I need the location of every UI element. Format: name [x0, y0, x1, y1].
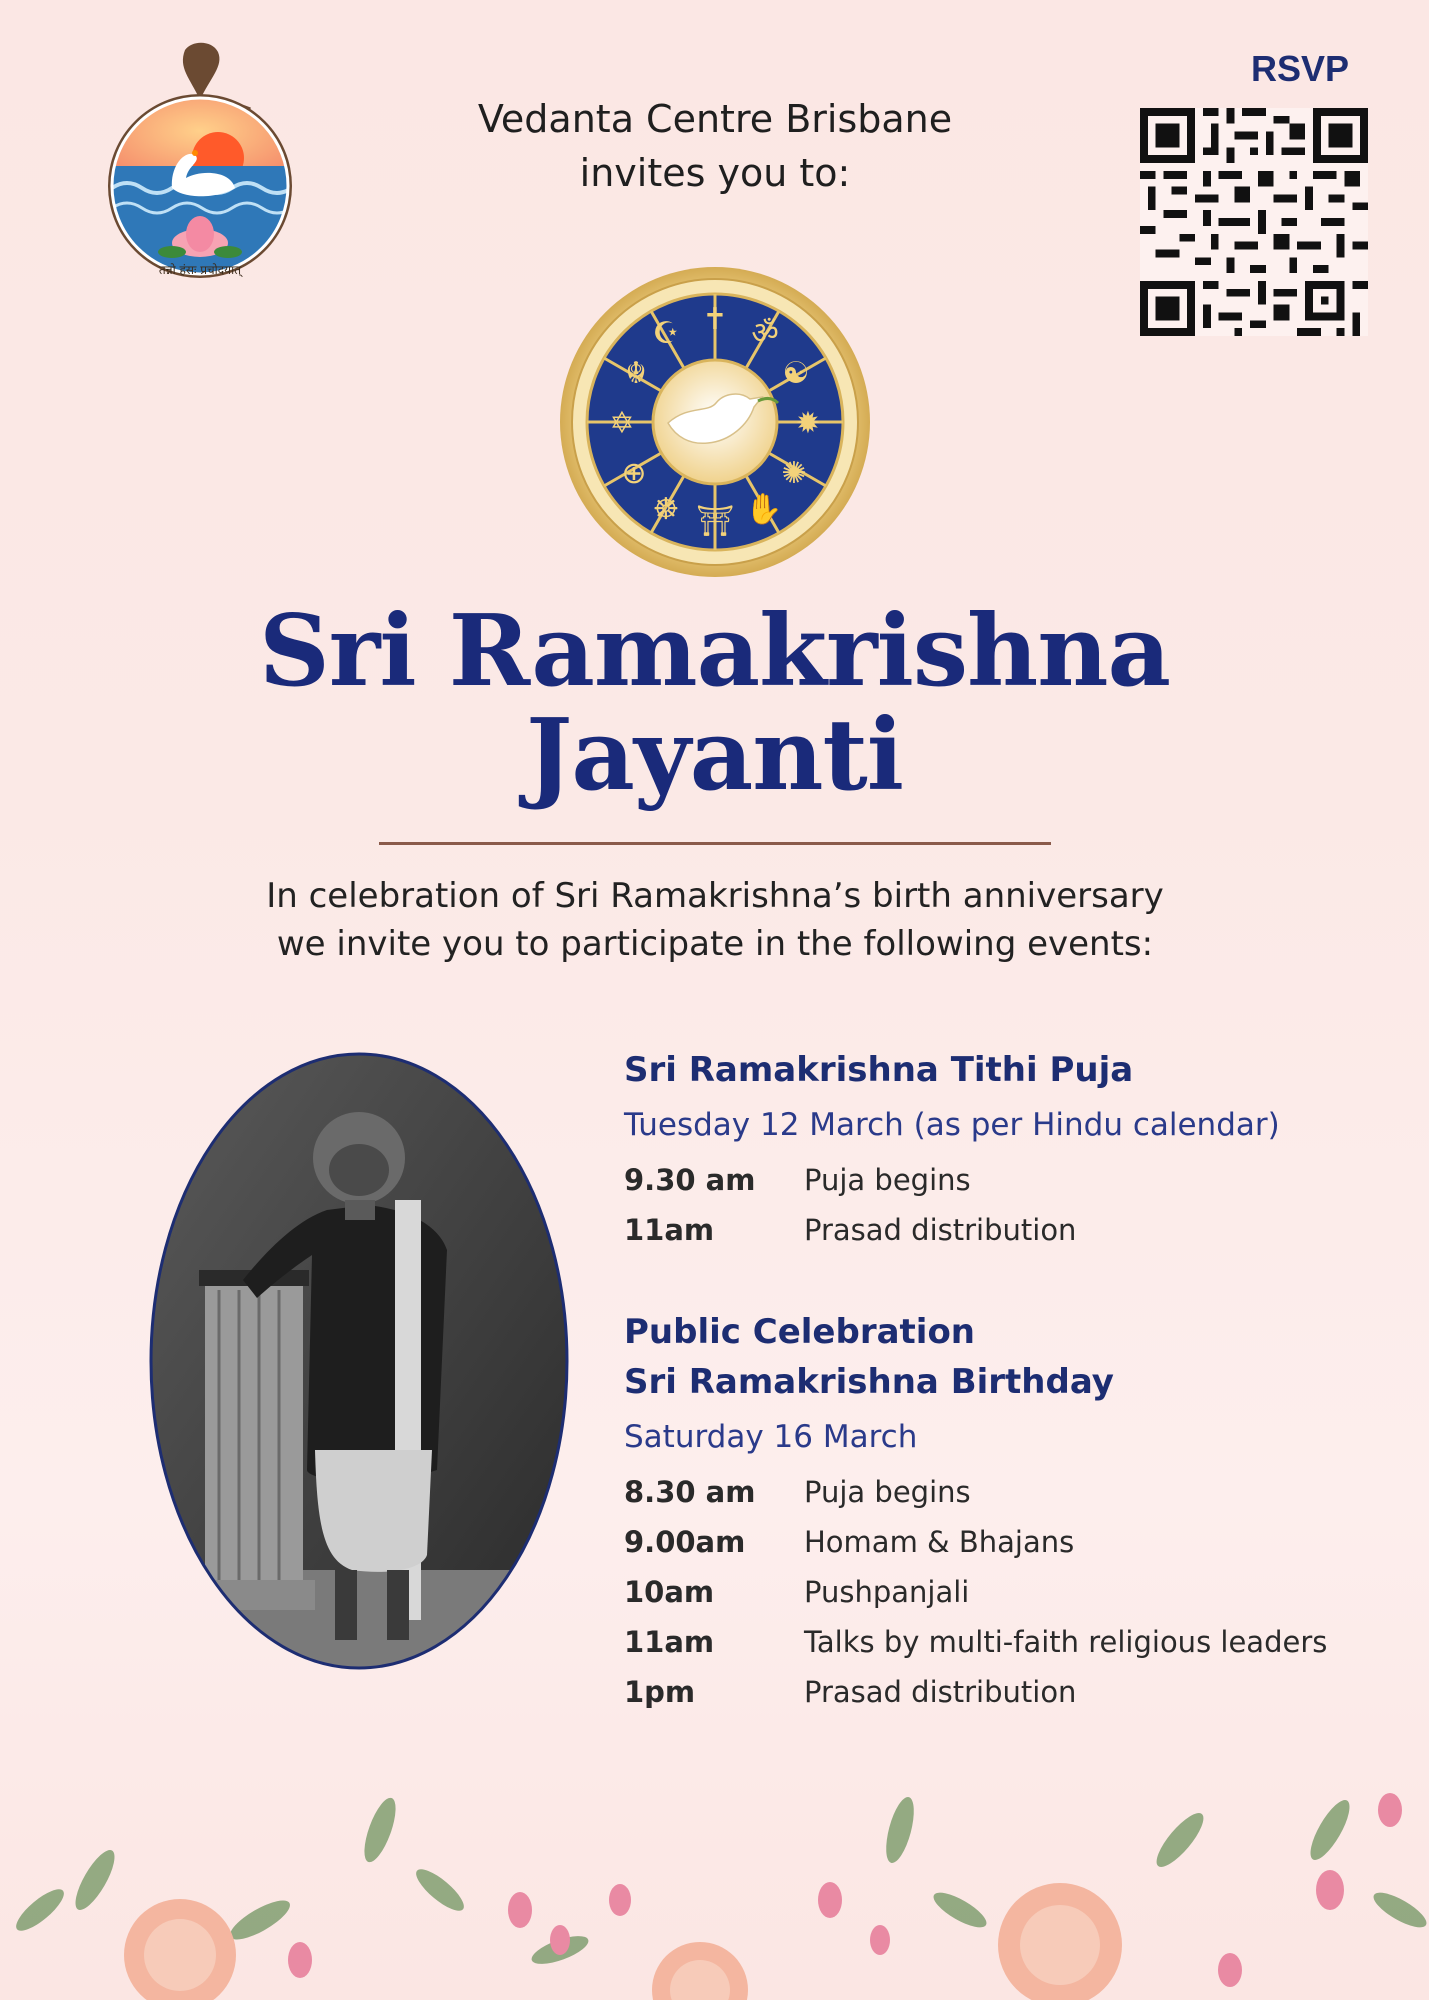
event-2-title-line-1: Public Celebration	[624, 1312, 976, 1352]
schedule-activity: Talks by multi-faith religious leaders	[804, 1625, 1328, 1659]
org-name: Vedanta Centre Brisbane	[477, 97, 953, 141]
svg-text:✋: ✋	[745, 492, 783, 527]
schedule-row	[624, 1155, 1384, 1205]
schedule-activity: Pushpanjali	[804, 1575, 970, 1609]
event-2-title-line-2: Sri Ramakrishna Birthday	[624, 1362, 1114, 1402]
schedule-row	[624, 1617, 1384, 1667]
event-1-date: Tuesday 12 March (as per Hindu calendar)	[624, 1107, 1280, 1143]
svg-text:☬: ☬	[625, 356, 647, 391]
qr-code-icon[interactable]	[1140, 108, 1368, 336]
svg-text:☸: ☸	[652, 492, 680, 527]
svg-text:✺: ✺	[781, 456, 807, 491]
schedule-activity: Homam & Bhajans	[804, 1525, 1075, 1559]
svg-text:☯: ☯	[782, 356, 810, 391]
schedule-time: 9.30 am	[624, 1163, 756, 1197]
event-2-date: Saturday 16 March	[624, 1419, 918, 1455]
schedule-time: 9.00am	[624, 1525, 746, 1559]
schedule-row	[624, 1205, 1384, 1255]
svg-text:ॐ: ॐ	[751, 316, 779, 351]
intro-line-1: In celebration of Sri Ramakrishna’s birth anniversary	[266, 876, 1164, 916]
svg-text:⛩: ⛩	[695, 504, 735, 539]
schedule-time: 11am	[624, 1213, 715, 1247]
title-line-2: Jayanti	[525, 698, 904, 813]
svg-text:✝: ✝	[702, 302, 728, 337]
events-list	[624, 1045, 1384, 1717]
schedule-row	[624, 1517, 1384, 1567]
svg-text:☪: ☪	[652, 316, 680, 351]
event-1	[624, 1045, 1384, 1255]
schedule-time: 8.30 am	[624, 1475, 756, 1509]
event-1-title: Sri Ramakrishna Tithi Puja	[624, 1050, 1134, 1090]
schedule-activity: Prasad distribution	[804, 1675, 1077, 1709]
schedule-activity: Prasad distribution	[804, 1213, 1077, 1247]
title-line-1: Sri Ramakrishna	[258, 594, 1171, 709]
intro-line-2: we invite you to participate in the following events:	[276, 924, 1154, 964]
svg-text:⊕: ⊕	[621, 456, 647, 491]
event-2	[624, 1307, 1384, 1717]
title-divider	[379, 842, 1051, 845]
portrait-image	[147, 1050, 571, 1672]
interfaith-wheel-icon	[558, 265, 872, 579]
schedule-time: 10am	[624, 1575, 715, 1609]
schedule-activity: Puja begins	[804, 1475, 971, 1509]
event-title	[180, 594, 1249, 813]
schedule-row	[624, 1467, 1384, 1517]
schedule-row	[624, 1667, 1384, 1717]
vedanta-logo-icon	[100, 38, 300, 283]
org-invitation	[400, 92, 1030, 200]
schedule-row	[624, 1567, 1384, 1617]
schedule-activity: Puja begins	[804, 1163, 971, 1197]
invites-line: invites you to:	[579, 151, 851, 195]
floral-border-icon	[0, 1770, 1429, 2000]
schedule-time: 1pm	[624, 1675, 696, 1709]
logo-inscription: तन्नो हंसः प्रचोदयात्	[158, 263, 242, 277]
intro-text	[210, 872, 1220, 968]
schedule-time: 11am	[624, 1625, 715, 1659]
rsvp-label: RSVP	[1250, 48, 1350, 89]
svg-text:✹: ✹	[795, 406, 821, 441]
svg-text:✡: ✡	[609, 406, 635, 441]
